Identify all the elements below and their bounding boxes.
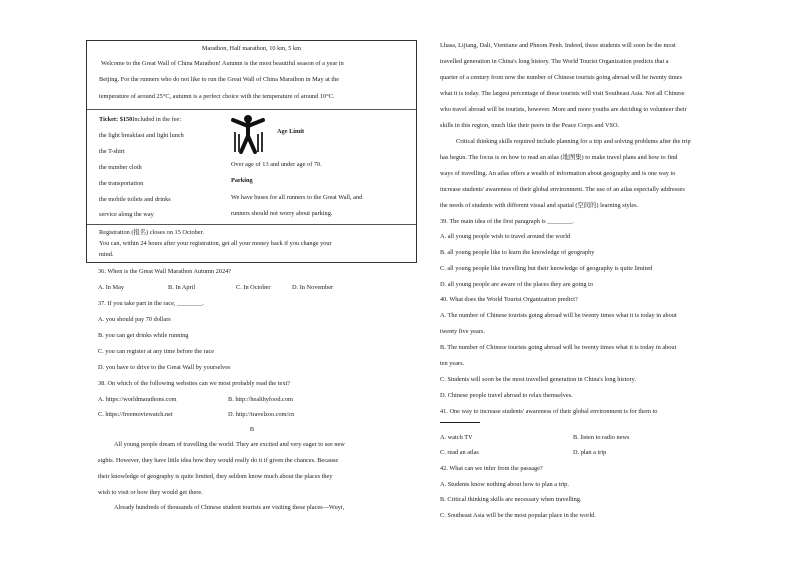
registration-line: You can, within 24 hours after your registration, get all your money back if you change your [99, 240, 332, 247]
ad-title: Marathon, Half marathon, 10 km, 5 km [201, 45, 302, 52]
parking-text: runners should not worry about parking. [231, 210, 333, 217]
passage-line: skills in this region, much like their peers in the Peace Corps and VSO. [440, 122, 620, 129]
question-38-option: A. https://worldmarathons.com [98, 396, 177, 403]
question-40-stem: 40. What does the World Tourist Organization predict? [440, 296, 578, 303]
ad-registration-section [87, 225, 416, 263]
question-40-option: B. The number of Chinese tourists going abroad will be twenty times what it is today in about [440, 344, 677, 351]
passage-line: Already hundreds of thousands of Chinese student tourists are visiting these places—Wuyi, [114, 504, 345, 511]
question-40-option: D. Chinese people travel abroad to relax themselves. [440, 392, 573, 399]
passage-line: All young people dream of travelling the world. They are excited and very eager to see new [114, 441, 345, 448]
question-40-option: twenty five years. [440, 328, 485, 335]
question-37-option: A. you should pay 70 dollars [98, 316, 171, 323]
passage-line: wish to visit or how they would get there. [98, 489, 203, 496]
passage-line: quarter of a century from now the number of Chinese tourists going abroad will be twenty times [440, 74, 683, 81]
section-b-label: B [249, 426, 255, 433]
included-item: the number cloth [99, 164, 142, 171]
question-37-option: C. you can register at any time before the race [98, 348, 215, 355]
question-42-option: A. Students know nothing about how to plan a trip. [440, 481, 569, 488]
question-36-option: B. In April [168, 284, 196, 291]
question-39-stem: 39. The main idea of the first paragraph is ________. [440, 218, 575, 225]
ticket-label: Ticket: $150 [99, 116, 133, 123]
ad-details-section [87, 110, 416, 225]
question-37-option: B. you can get drinks while running [98, 332, 189, 339]
question-41-option: D. plan a trip [573, 449, 607, 456]
question-41-option: B. listen to radio news [573, 434, 630, 441]
question-40-option: ten years. [440, 360, 465, 367]
question-39-option: D. all young people are aware of the places they are going to [440, 281, 593, 288]
question-40-option: A. The number of Chinese tourists going abroad will be twenty times what it is today in about [440, 312, 677, 319]
passage-line: who travel abroad will be tourists, however. More and more youths are deciding to volunteer their [440, 106, 687, 113]
question-42-option: B. Critical thinking skills are necessary when travelling. [440, 496, 582, 503]
passage-line: what it is today. The largest percentage of these tourists will visit Southeast Asia. Not all Chinese [440, 90, 685, 97]
question-38-stem: 38. On which of the following websites can we most probably read the text? [98, 380, 291, 387]
included-item: the T-shirt [99, 148, 125, 155]
included-item: the light breakfast and light lunch [99, 132, 184, 139]
parking-text: We have buses for all runners to the Great Wall, and [231, 194, 363, 201]
question-42-option: C. Southeast Asia will be the most popular place in the world. [440, 512, 596, 519]
age-limit-title: Age Limit [277, 128, 305, 135]
question-36-option: C. In October [236, 284, 271, 291]
registration-line: mind. [99, 251, 114, 258]
question-36-option: A. In May [98, 284, 125, 291]
ticket-line [99, 116, 181, 124]
question-42-stem: 42. What can we infer from the passage? [440, 465, 543, 472]
question-36-stem: 36. When is the Great Wall Marathon Autumn 2024? [98, 268, 232, 275]
passage-line: sights. However, they have little idea how they would really do it if given the chances. Because [98, 457, 339, 464]
passage-line: Lhasa, Lijiang, Dali, Vientiane and Phnom Penh. Indeed, these students will soon be the most [440, 42, 676, 49]
passage-line: has begun. The focus is on how to read an atlas (地图集) to make travel plans and how to find [440, 154, 678, 161]
registration-line: Registration (报名) closes on 15 October. [99, 229, 204, 236]
question-39-option: B. all young people like to learn the knowledge of geography [440, 249, 595, 256]
question-37-option: D. you have to drive to the Great Wall by yourselves [98, 364, 231, 371]
passage-line: the needs of students with different visual and spatial (空间的) learning styles. [440, 202, 639, 209]
passage-line: increase students' awareness of their global environment. The use of an atlas especially addresses [440, 186, 685, 193]
question-39-option: C. all young people like travelling but their knowledge of geography is quite limited [440, 265, 653, 272]
age-limit-text: Over age of 13 and under age of 70. [231, 161, 322, 168]
marathon-advertisement [86, 40, 417, 263]
question-39-option: A. all young people wish to travel around the world [440, 233, 571, 240]
ad-intro-line: temperature of around 25°C, autumn is a perfect choice with the temperature of around 10°C. [99, 93, 335, 100]
question-41-option: C. read an atlas [440, 449, 479, 456]
question-41-option: A. watch TV [440, 434, 473, 441]
passage-line: Critical thinking skills required include planning for a trip and solving problems after the trip [456, 138, 691, 145]
question-40-option: C. Students will soon be the most travelled generation in China's long history. [440, 376, 636, 383]
passage-line: travelled generation in China's long history. The World Tourist Organization predicts that a [440, 58, 669, 65]
included-item: the mobile toilets and drinks [99, 196, 171, 203]
question-37-stem: 37. If you take part in the race, ________. [98, 300, 204, 307]
question-38-option: C. https://freemoviewatch.net [98, 411, 173, 418]
marathon-runner-icon [231, 114, 265, 154]
question-41-stem: 41. One way to increase students' awareness of their global environment is for them to [440, 408, 658, 415]
ad-intro-section [87, 41, 416, 110]
passage-line: ways of travelling. An atlas offers a wealth of information about geography and is one way to [440, 170, 676, 177]
parking-title: Parking [231, 177, 253, 184]
ad-intro-line: Beijing. For the runners who do not like to run the Great Wall of China Marathon in May at the [99, 76, 340, 83]
ad-intro-line: Welcome to the Great Wall of China Marathon! Autumn is the most beautiful season of a year in [101, 60, 344, 67]
ticket-suffix: Included in the fee: [132, 116, 182, 123]
question-38-option: B. http://healthyfood.com [228, 396, 293, 403]
question-38-option: D. http://travelzoo.com/cn [228, 411, 295, 418]
included-item: the transportation [99, 180, 144, 187]
passage-line: their knowledge of geography is quite limited, they seldom know much about the places they [98, 473, 333, 480]
question-36-option: D. In November [292, 284, 334, 291]
included-item: service along the way [99, 211, 154, 218]
answer-blank [440, 422, 480, 423]
